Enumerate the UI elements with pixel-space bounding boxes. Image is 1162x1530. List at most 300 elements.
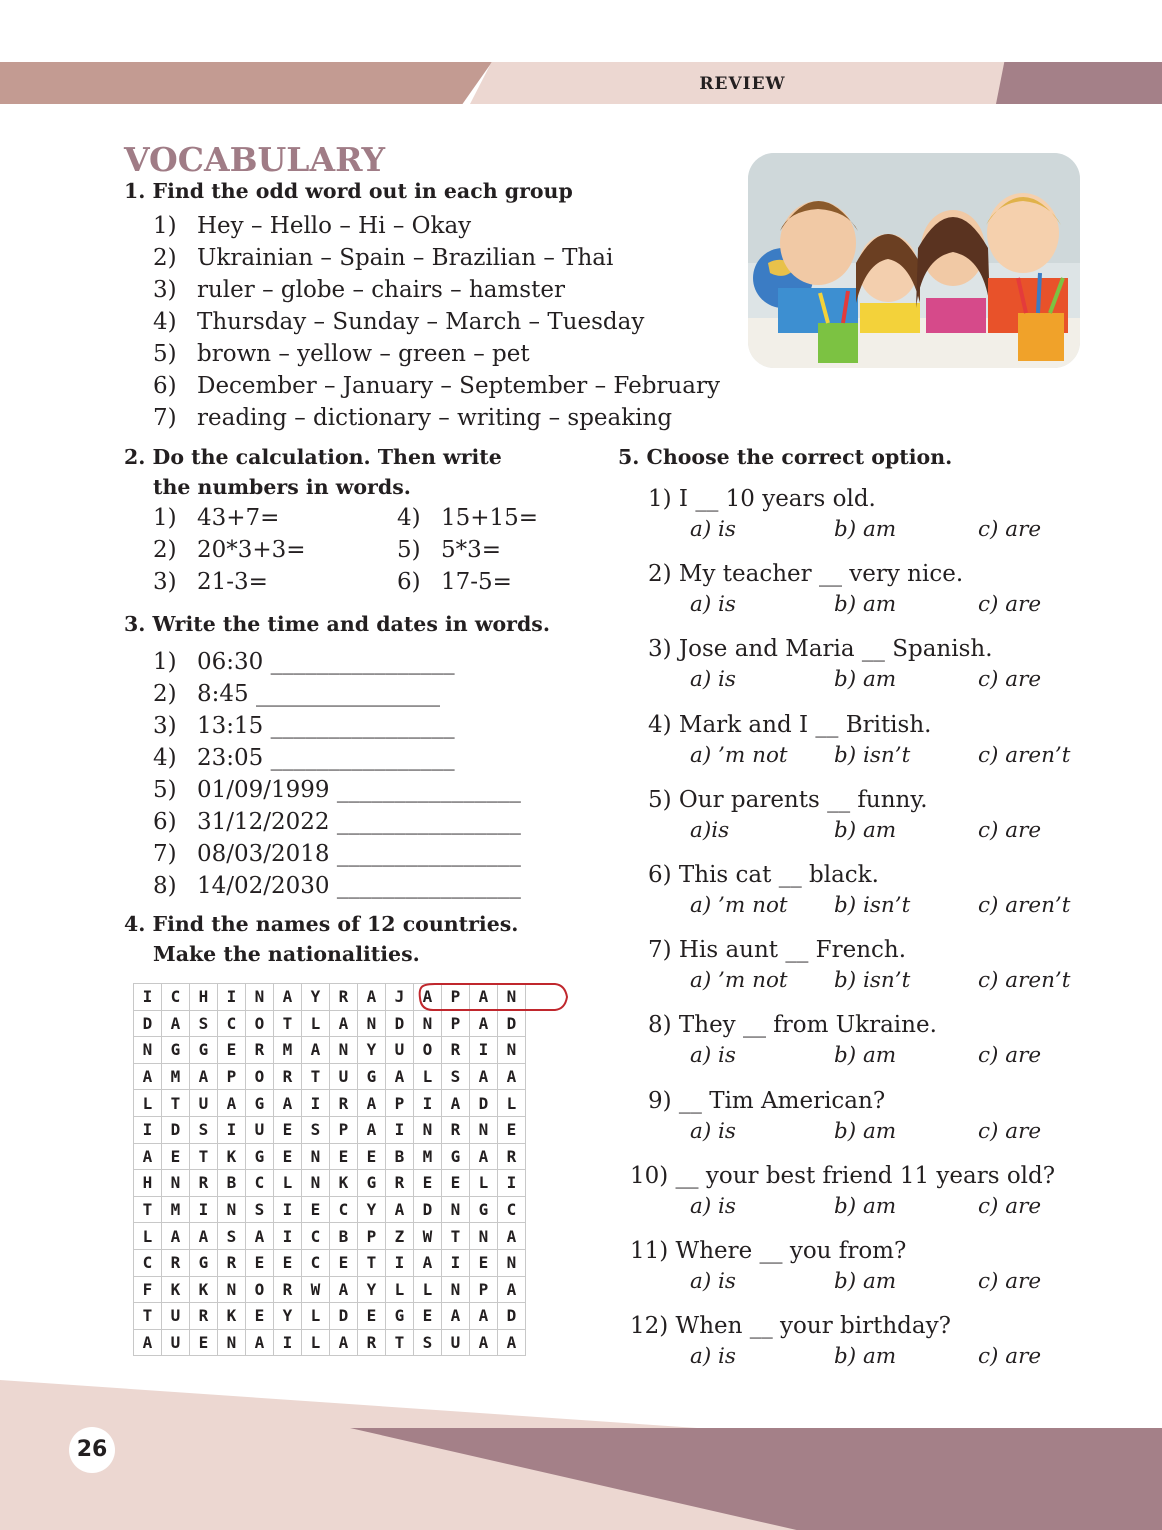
grid-cell: A (470, 1143, 498, 1170)
grid-cell: E (246, 1249, 274, 1276)
grid-cell: K (218, 1303, 246, 1330)
option-c[interactable]: c) are (978, 1344, 1042, 1370)
grid-cell: L (302, 1010, 330, 1037)
grid-cell: I (274, 1196, 302, 1223)
grid-cell: R (274, 1276, 302, 1303)
grid-cell: Z (386, 1223, 414, 1250)
grid-row (134, 1329, 526, 1356)
grid-cell: A (414, 984, 442, 1011)
grid-cell: D (414, 1196, 442, 1223)
grid-cell: I (442, 1249, 470, 1276)
word-search-grid (133, 983, 526, 1356)
grid-cell: L (414, 1063, 442, 1090)
grid-cell: A (414, 1249, 442, 1276)
grid-cell: Y (358, 1037, 386, 1064)
grid-cell: I (386, 1116, 414, 1143)
grid-cell: U (162, 1303, 190, 1330)
grid-cell: N (442, 1196, 470, 1223)
grid-cell: E (274, 1143, 302, 1170)
option-b[interactable]: b) isn’t (834, 742, 911, 768)
grid-cell: M (414, 1143, 442, 1170)
grid-cell: I (134, 984, 162, 1011)
question-stem: 1) I __ 10 years old. (648, 486, 876, 512)
grid-cell: L (134, 1223, 162, 1250)
question-item (648, 484, 1042, 546)
grid-cell: N (414, 1116, 442, 1143)
list-item: 5) 5*3= (397, 537, 502, 563)
grid-cell: L (302, 1303, 330, 1330)
grid-cell: F (134, 1276, 162, 1303)
grid-cell: A (274, 984, 302, 1011)
grid-cell: E (330, 1143, 358, 1170)
grid-cell: P (442, 1010, 470, 1037)
grid-cell: C (302, 1223, 330, 1250)
grid-row (134, 1116, 526, 1143)
grid-cell: T (190, 1143, 218, 1170)
option-b[interactable]: b) isn’t (834, 968, 911, 994)
grid-cell: L (274, 1170, 302, 1197)
grid-cell: E (442, 1170, 470, 1197)
grid-cell: A (470, 1063, 498, 1090)
grid-cell: P (470, 1276, 498, 1303)
grid-cell: Y (358, 1276, 386, 1303)
grid-cell: S (190, 1010, 218, 1037)
grid-row (134, 1090, 526, 1117)
option-b[interactable]: b) am (834, 1118, 897, 1144)
exercise-5-title: 5. Choose the correct option. (618, 445, 953, 469)
exercise-1-title: 1. Find the odd word out in each group (124, 179, 573, 203)
grid-cell: T (442, 1223, 470, 1250)
grid-cell: A (442, 1303, 470, 1330)
question-stem: 7) His aunt __ French. (648, 937, 907, 964)
grid-cell: I (498, 1170, 526, 1197)
grid-cell: R (442, 1116, 470, 1143)
grid-cell: E (302, 1196, 330, 1223)
grid-cell: I (218, 1116, 246, 1143)
grid-cell: O (246, 1276, 274, 1303)
option-b[interactable]: b) am (834, 667, 897, 693)
option-c[interactable]: c) are (978, 667, 1042, 693)
grid-cell: S (414, 1329, 442, 1356)
grid-cell: N (162, 1170, 190, 1197)
grid-cell: S (442, 1063, 470, 1090)
grid-cell: A (358, 1090, 386, 1117)
grid-cell: G (162, 1037, 190, 1064)
grid-cell: A (498, 1223, 526, 1250)
grid-cell: A (386, 1063, 414, 1090)
grid-cell: E (190, 1329, 218, 1356)
grid-row (134, 1063, 526, 1090)
question-item (648, 634, 1042, 696)
grid-cell: I (274, 1223, 302, 1250)
grid-cell: M (162, 1196, 190, 1223)
list-item: 3) ruler – globe – chairs – hamster (153, 277, 565, 303)
grid-cell: G (246, 1143, 274, 1170)
grid-cell: J (386, 984, 414, 1011)
grid-cell: N (358, 1010, 386, 1037)
grid-cell: U (442, 1329, 470, 1356)
option-c[interactable]: c) are (978, 1269, 1042, 1294)
question-item (648, 935, 1071, 997)
grid-cell: E (414, 1303, 442, 1330)
grid-cell: P (218, 1063, 246, 1090)
option-b[interactable]: b) isn’t (834, 893, 911, 918)
grid-cell: G (190, 1249, 218, 1276)
grid-cell: P (386, 1090, 414, 1117)
grid-cell: L (386, 1276, 414, 1303)
option-a[interactable]: a) is (690, 1118, 736, 1144)
grid-cell: G (358, 1063, 386, 1090)
exercise-2-left-list (153, 502, 306, 598)
grid-cell: C (330, 1196, 358, 1223)
grid-cell: E (330, 1249, 358, 1276)
option-c[interactable]: c) are (978, 1193, 1042, 1219)
grid-cell: I (134, 1116, 162, 1143)
grid-cell: T (274, 1010, 302, 1037)
grid-cell: Y (274, 1303, 302, 1330)
grid-cell: I (414, 1090, 442, 1117)
grid-cell: E (274, 1249, 302, 1276)
grid-cell: E (498, 1116, 526, 1143)
grid-cell: B (330, 1223, 358, 1250)
grid-cell: U (386, 1037, 414, 1064)
grid-cell: I (218, 984, 246, 1011)
grid-cell: N (218, 1329, 246, 1356)
exercise-4-title: 4. Find the names of 12 countries. (124, 912, 519, 936)
grid-cell: N (470, 1116, 498, 1143)
grid-cell: S (246, 1196, 274, 1223)
header-title: REVIEW (699, 74, 786, 94)
grid-cell: K (190, 1276, 218, 1303)
grid-cell: G (386, 1303, 414, 1330)
grid-cell: A (470, 1303, 498, 1330)
grid-cell: I (302, 1090, 330, 1117)
grid-cell: K (218, 1143, 246, 1170)
grid-cell: I (386, 1249, 414, 1276)
grid-cell: A (386, 1196, 414, 1223)
grid-cell: C (218, 1010, 246, 1037)
grid-cell: T (302, 1063, 330, 1090)
list-item: 3) 13:15 ________________ (153, 713, 455, 739)
grid-cell: G (358, 1170, 386, 1197)
question-item (648, 559, 1042, 621)
header-band-left (0, 62, 492, 104)
option-b[interactable]: b) am (834, 1043, 897, 1069)
grid-cell: U (190, 1090, 218, 1117)
option-b[interactable]: b) am (834, 1193, 897, 1219)
grid-cell: I (274, 1329, 302, 1356)
grid-cell: T (134, 1303, 162, 1330)
grid-cell: A (246, 1223, 274, 1250)
grid-cell: O (246, 1063, 274, 1090)
grid-row (134, 1010, 526, 1037)
grid-cell: B (386, 1143, 414, 1170)
option-c[interactable]: c) are (978, 1043, 1042, 1069)
list-item: 2) Ukrainian – Spain – Brazilian – Thai (153, 245, 614, 271)
grid-cell: R (162, 1249, 190, 1276)
grid-cell: S (190, 1116, 218, 1143)
option-a[interactable]: a)is (690, 817, 730, 843)
grid-cell: A (330, 1329, 358, 1356)
grid-cell: H (134, 1170, 162, 1197)
question-stem: 12) When __ your birthday? (630, 1313, 951, 1340)
question-stem: 11) Where __ you from? (630, 1238, 907, 1264)
grid-cell: L (414, 1276, 442, 1303)
grid-cell: C (162, 984, 190, 1011)
page-number: 26 (69, 1427, 115, 1473)
grid-cell: A (470, 1329, 498, 1356)
exercise-4-subtitle: Make the nationalities. (153, 942, 420, 966)
grid-cell: N (498, 1037, 526, 1064)
grid-cell: A (162, 1010, 190, 1037)
option-b[interactable]: b) am (834, 817, 897, 843)
option-a[interactable]: a) ’m not (690, 742, 788, 768)
question-stem: 4) Mark and I __ British. (648, 711, 932, 738)
answer-circle-japan (415, 982, 569, 1012)
question-item (648, 785, 1042, 847)
grid-cell: P (442, 984, 470, 1011)
option-a[interactable]: a) is (690, 517, 736, 542)
grid-row (134, 1037, 526, 1064)
grid-row (134, 1303, 526, 1330)
list-item: 4) 15+15= (397, 505, 539, 531)
grid-cell: C (134, 1249, 162, 1276)
grid-row (134, 1143, 526, 1170)
option-a[interactable]: a) is (690, 1344, 736, 1370)
list-item: 6) 17-5= (397, 569, 512, 595)
list-item: 2) 20*3+3= (153, 537, 306, 563)
grid-cell: U (330, 1063, 358, 1090)
grid-cell: W (414, 1223, 442, 1250)
grid-cell: A (498, 1276, 526, 1303)
grid-cell: A (134, 1063, 162, 1090)
exercise-1-list (153, 210, 720, 434)
question-stem: 8) They __ from Ukraine. (648, 1012, 937, 1039)
grid-cell: A (190, 1223, 218, 1250)
option-a[interactable]: a) is (690, 667, 736, 693)
option-c[interactable]: c) are (978, 592, 1042, 618)
grid-row (134, 1170, 526, 1197)
grid-cell: R (330, 984, 358, 1011)
grid-cell: Y (358, 1196, 386, 1223)
grid-cell: N (218, 1276, 246, 1303)
grid-cell: A (470, 1010, 498, 1037)
grid-cell: A (358, 1116, 386, 1143)
grid-cell: A (190, 1063, 218, 1090)
exercise-2-right-list (397, 502, 538, 598)
question-stem: 5) Our parents __ funny. (648, 786, 928, 813)
question-stem: 3) Jose and Maria __ Spanish. (648, 636, 993, 663)
header-band-right (996, 62, 1162, 104)
list-item: 6) December – January – September – February (153, 373, 720, 399)
grid-cell: T (134, 1196, 162, 1223)
option-b[interactable]: b) am (834, 517, 897, 542)
grid-row (134, 1196, 526, 1223)
list-item: 1) Hey – Hello – Hi – Okay (153, 213, 472, 239)
question-item (648, 1010, 1042, 1072)
grid-cell: S (302, 1116, 330, 1143)
grid-cell: E (358, 1303, 386, 1330)
grid-cell: A (330, 1276, 358, 1303)
option-a[interactable]: a) is (690, 592, 736, 618)
grid-cell: I (190, 1196, 218, 1223)
grid-cell: Y (302, 984, 330, 1011)
grid-cell: W (302, 1276, 330, 1303)
grid-cell: O (414, 1037, 442, 1064)
grid-cell: T (162, 1090, 190, 1117)
grid-cell: M (162, 1063, 190, 1090)
grid-cell: L (134, 1090, 162, 1117)
grid-cell: N (218, 1196, 246, 1223)
grid-row (134, 1223, 526, 1250)
list-item: 6) 31/12/2022 ________________ (153, 809, 521, 835)
option-a[interactable]: a) ’m not (690, 968, 788, 994)
question-item (630, 1311, 1042, 1373)
question-stem: 2) My teacher __ very nice. (648, 561, 964, 588)
grid-cell: A (246, 1329, 274, 1356)
grid-cell: D (134, 1010, 162, 1037)
grid-cell: N (414, 1010, 442, 1037)
exercise-3-list (153, 646, 521, 902)
option-c[interactable]: c) aren’t (978, 968, 1071, 994)
option-b[interactable]: b) am (834, 1344, 897, 1370)
grid-cell: A (274, 1090, 302, 1117)
grid-cell: P (358, 1223, 386, 1250)
grid-cell: E (414, 1170, 442, 1197)
grid-cell: E (470, 1249, 498, 1276)
grid-cell: S (218, 1223, 246, 1250)
grid-row (134, 1249, 526, 1276)
grid-cell: T (358, 1249, 386, 1276)
grid-cell: N (302, 1143, 330, 1170)
grid-cell: L (470, 1170, 498, 1197)
grid-row (134, 1276, 526, 1303)
grid-cell: A (162, 1223, 190, 1250)
grid-cell: C (498, 1196, 526, 1223)
grid-cell: R (218, 1249, 246, 1276)
grid-cell: N (134, 1037, 162, 1064)
grid-cell: A (330, 1010, 358, 1037)
grid-cell: A (498, 1329, 526, 1356)
grid-cell: K (330, 1170, 358, 1197)
grid-cell: H (190, 984, 218, 1011)
grid-cell: L (302, 1329, 330, 1356)
grid-cell: N (330, 1037, 358, 1064)
grid-cell: G (470, 1196, 498, 1223)
list-item: 7) reading – dictionary – writing – speaking (153, 405, 673, 431)
list-item: 1) 06:30 ________________ (153, 649, 455, 675)
grid-cell: C (302, 1249, 330, 1276)
question-stem: 6) This cat __ black. (648, 862, 879, 888)
grid-cell: T (386, 1329, 414, 1356)
grid-cell: D (498, 1010, 526, 1037)
grid-cell: R (498, 1143, 526, 1170)
question-item (630, 1236, 1042, 1298)
grid-cell: N (470, 1223, 498, 1250)
option-c[interactable]: c) aren’t (978, 893, 1071, 918)
grid-cell: E (218, 1037, 246, 1064)
question-stem: 9) __ Tim American? (648, 1087, 886, 1114)
question-item (630, 1161, 1055, 1223)
list-item: 7) 08/03/2018 ________________ (153, 841, 521, 867)
grid-cell: A (218, 1090, 246, 1117)
question-item (648, 860, 1071, 922)
grid-cell: N (246, 984, 274, 1011)
grid-cell: A (134, 1143, 162, 1170)
list-item: 5) 01/09/1999 ________________ (153, 777, 521, 803)
list-item: 4) 23:05 ________________ (153, 745, 455, 771)
grid-cell: U (246, 1116, 274, 1143)
grid-cell: N (442, 1276, 470, 1303)
grid-cell: A (358, 984, 386, 1011)
grid-cell: G (190, 1037, 218, 1064)
option-b[interactable]: b) am (834, 592, 897, 618)
grid-cell: R (386, 1170, 414, 1197)
grid-cell: G (246, 1090, 274, 1117)
question-item (648, 710, 1071, 772)
grid-cell: O (246, 1010, 274, 1037)
grid-cell: L (498, 1090, 526, 1117)
option-c[interactable]: c) are (978, 517, 1042, 542)
grid-cell: D (330, 1303, 358, 1330)
grid-cell: E (246, 1303, 274, 1330)
grid-cell: N (498, 1249, 526, 1276)
grid-cell: G (442, 1143, 470, 1170)
grid-cell: D (470, 1090, 498, 1117)
option-c[interactable]: c) are (978, 1118, 1042, 1144)
grid-cell: B (218, 1170, 246, 1197)
grid-cell: R (190, 1303, 218, 1330)
grid-cell: P (330, 1116, 358, 1143)
children-photo-illustration (748, 153, 1080, 368)
grid-cell: A (302, 1037, 330, 1064)
grid-cell: A (134, 1329, 162, 1356)
grid-cell: D (162, 1116, 190, 1143)
question-item (648, 1086, 1042, 1148)
option-c[interactable]: c) aren’t (978, 742, 1071, 768)
grid-cell: K (162, 1276, 190, 1303)
exercise-2-title: 2. Do the calculation. Then write (124, 445, 502, 469)
list-item: 2) 8:45 ________________ (153, 681, 440, 707)
exercise-2-subtitle: the numbers in words. (153, 475, 411, 499)
option-c[interactable]: c) are (978, 817, 1042, 843)
grid-cell: I (470, 1037, 498, 1064)
grid-cell: A (470, 984, 498, 1011)
grid-cell: A (442, 1090, 470, 1117)
grid-cell: D (386, 1010, 414, 1037)
grid-cell: E (162, 1143, 190, 1170)
grid-cell: R (442, 1037, 470, 1064)
option-a[interactable]: a) is (690, 1193, 736, 1219)
option-a[interactable]: a) ’m not (690, 893, 788, 918)
option-a[interactable]: a) is (690, 1269, 736, 1294)
grid-cell: R (330, 1090, 358, 1117)
list-item: 4) Thursday – Sunday – March – Tuesday (153, 309, 645, 335)
grid-cell: M (274, 1037, 302, 1064)
grid-cell: R (246, 1037, 274, 1064)
section-title: VOCABULARY (124, 140, 386, 179)
list-item: 8) 14/02/2030 ________________ (153, 873, 521, 899)
grid-cell: R (190, 1170, 218, 1197)
option-b[interactable]: b) am (834, 1269, 897, 1294)
grid-cell: E (274, 1116, 302, 1143)
grid-cell: C (246, 1170, 274, 1197)
option-a[interactable]: a) is (690, 1043, 736, 1069)
grid-cell: R (358, 1329, 386, 1356)
question-stem: 10) __ your best friend 11 years old? (630, 1162, 1056, 1189)
grid-cell: R (274, 1063, 302, 1090)
list-item: 5) brown – yellow – green – pet (153, 341, 530, 367)
